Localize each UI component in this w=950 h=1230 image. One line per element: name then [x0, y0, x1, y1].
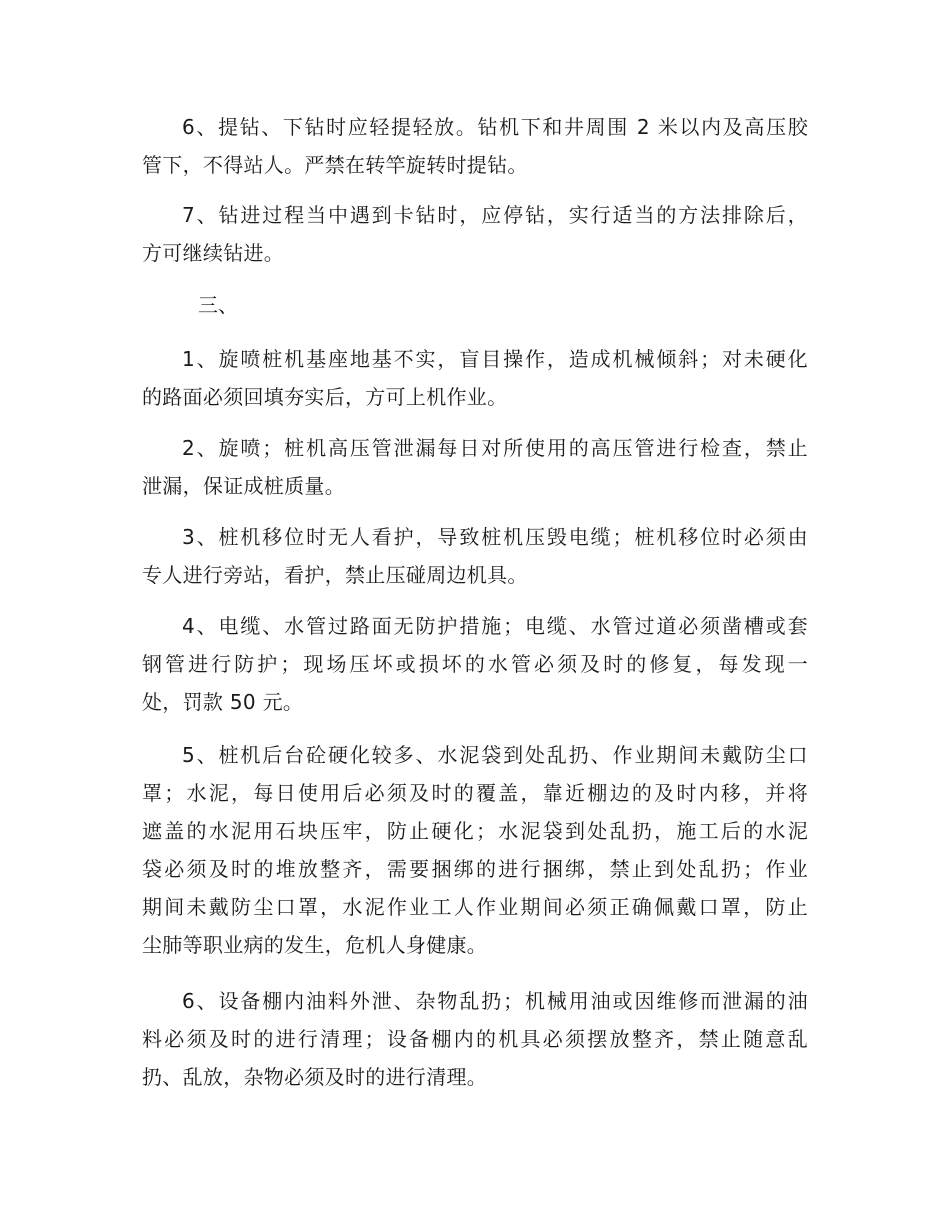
paragraph-line: 罩；水泥，每日使用后必须及时的覆盖，靠近棚边的及时内移，并将: [142, 781, 808, 805]
paragraph-line: 4、电缆、水管过路面无防护措施；电缆、水管过道必须凿槽或套: [182, 614, 808, 638]
paragraph-line: 的路面必须回填夯实后，方可上机作业。: [142, 385, 508, 409]
paragraph-line: 6、提钻、下钻时应轻提轻放。钻机下和井周围 2 米以内及高压胶: [182, 115, 808, 139]
paragraph-drilling-6: [142, 108, 808, 184]
paragraph-line: 料必须及时的进行清理；设备棚内的机具必须摆放整齐，禁止随意乱: [142, 1027, 808, 1051]
paragraph-line: 遮盖的水泥用石块压牢，防止硬化；水泥袋到处乱扔，施工后的水泥: [142, 819, 808, 843]
section-heading: 三、: [198, 293, 238, 317]
paragraph-jet-grouting-3: [142, 518, 808, 594]
paragraph-line: 扔、乱放，杂物必须及时的进行清理。: [142, 1065, 488, 1089]
paragraph-line: 泄漏，保证成桩质量。: [142, 474, 345, 498]
paragraph-line: 3、桩机移位时无人看护，导致桩机压毁电缆；桩机移位时必须由: [182, 525, 808, 549]
paragraph-line: 方可继续钻进。: [142, 241, 285, 265]
paragraph-jet-grouting-5: [142, 736, 808, 964]
paragraph-line: 期间未戴防尘口罩，水泥作业工人作业期间必须正确佩戴口罩，防止: [142, 895, 808, 919]
paragraph-line: 7、钻进过程当中遇到卡钻时，应停钻，实行适当的方法排除后，: [182, 203, 808, 227]
paragraph-line: 处，罚款 50 元。: [142, 690, 304, 714]
paragraph-jet-grouting-1: [142, 340, 808, 416]
paragraph-line: 5、桩机后台砼硬化较多、水泥袋到处乱扔、作业期间未戴防尘口: [182, 743, 808, 767]
paragraph-jet-grouting-6: [142, 982, 808, 1096]
paragraph-line: 管下，不得站人。严禁在转竿旋转时提钻。: [142, 153, 528, 177]
paragraph-line: 尘肺等职业病的发生，危机人身健康。: [142, 933, 488, 957]
paragraph-jet-grouting-2: [142, 429, 808, 505]
paragraph-line: 钢管进行防护；现场压坏或损坏的水管必须及时的修复，每发现一: [142, 652, 808, 676]
paragraph-line: 6、设备棚内油料外泄、杂物乱扔；机械用油或因维修而泄漏的油: [182, 989, 808, 1013]
paragraph-drilling-7: [142, 196, 808, 272]
paragraph-line: 2、旋喷；桩机高压管泄漏每日对所使用的高压管进行检查，禁止: [182, 436, 808, 460]
paragraph-line: 1、旋喷桩机基座地基不实，盲目操作，造成机械倾斜；对未硬化: [182, 347, 808, 371]
paragraph-line: 专人进行旁站，看护，禁止压碰周边机具。: [142, 563, 528, 587]
paragraph-jet-grouting-4: [142, 607, 808, 721]
paragraph-line: 袋必须及时的堆放整齐，需要捆绑的进行捆绑，禁止到处乱扔；作业: [142, 857, 808, 881]
